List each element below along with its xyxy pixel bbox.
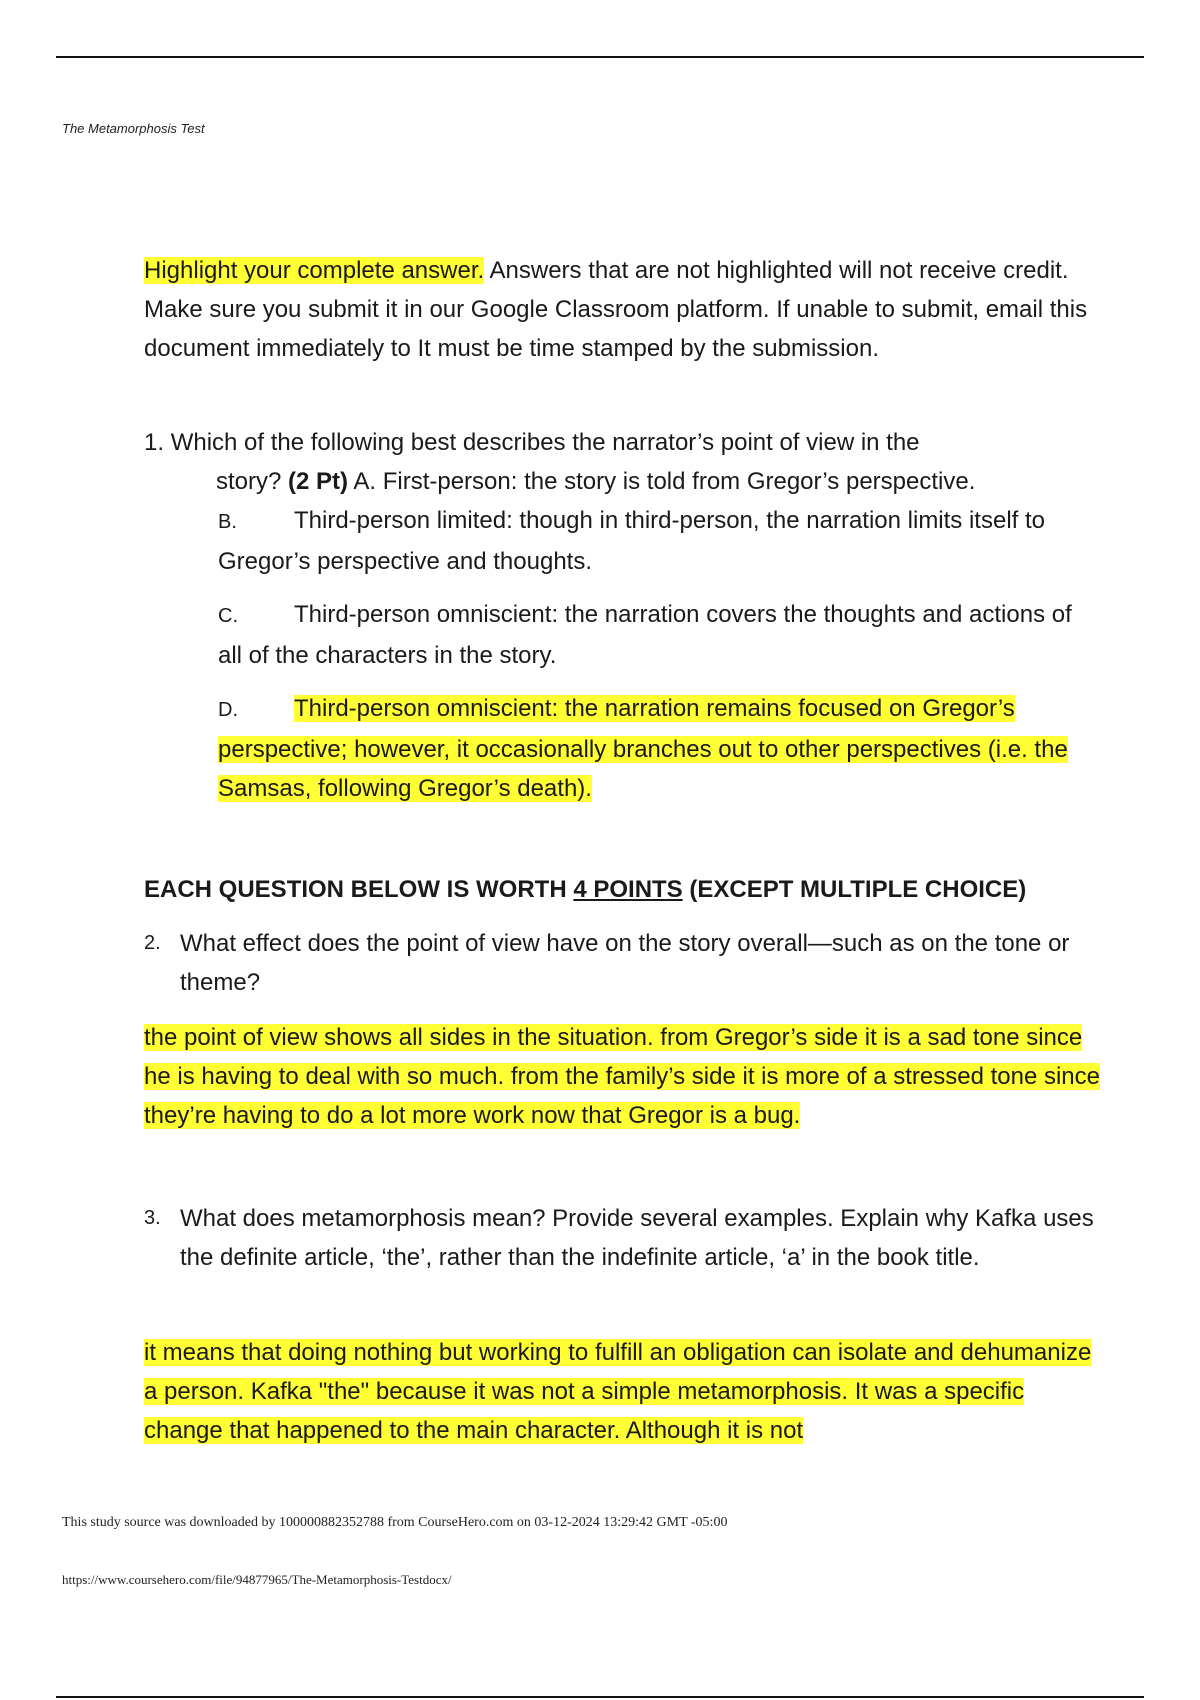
question-1-text: Which of the following best describes the narrator’s point of view in the — [170, 429, 920, 456]
option-d — [218, 689, 1094, 808]
option-c-text: Third-person omniscient: the narration covers the thoughts and actions of all of the characters in the story. — [218, 601, 1072, 669]
question-3-number: 3. — [144, 1207, 161, 1229]
question-2-number: 2. — [144, 932, 161, 954]
answer-3-highlighted: it means that doing nothing but working to fulfill an obligation can isolate and dehumanize a person. Kafka "the" because it was not a simple metamorphosis. It was a specific change that happened to the main character. Although it is not — [144, 1339, 1092, 1444]
option-d-letter: D. — [218, 699, 238, 721]
option-b — [218, 501, 1094, 581]
question-3 — [144, 1199, 1094, 1277]
instructions-text: Answers that are not highlighted will not receive credit. Make sure you submit it in our Google Classroom platform. If unable to submit, email this document immediately to It must be time stamped by the submission. — [144, 257, 1088, 362]
instructions-paragraph — [144, 251, 1094, 368]
answer-2-highlighted: the point of view shows all sides in the situation. from Gregor’s side it is a sad tone since he is having to deal with so much. from the family’s side it is more of a stressed tone since they’re having to do a lot more work now that Gregor is a bug. — [144, 1024, 1100, 1129]
points-heading — [144, 870, 1094, 909]
question-2-text: What effect does the point of view have on the story overall—such as on the tone or theme? — [180, 930, 1070, 996]
question-1-stem — [144, 423, 1094, 501]
header-rule — [56, 56, 1144, 58]
question-2 — [144, 924, 1094, 1002]
answer-2 — [144, 1018, 1104, 1135]
option-d-text-highlighted: Third-person omniscient: the narration remains focused on Gregor’s perspective; however, it occasionally branches out to other perspectives (i.e. the Samsas, following Gregor’s death). — [218, 695, 1068, 802]
source-url[interactable]: https://www.coursehero.com/file/94877965/The-Metamorphosis-Testdocx/ — [62, 1572, 452, 1587]
question-3-text: What does metamorphosis mean? Provide several examples. Explain why Kafka uses the definite article, ‘the’, rather than the indefinite article, ‘a’ in the book title. — [180, 1205, 1094, 1271]
option-c — [218, 595, 1094, 675]
download-notice: This study source was downloaded by 100000882352788 from CourseHero.com on 03-12-2024 13:29:42 GMT -05:00 — [62, 1515, 728, 1530]
document-header-title: The Metamorphosis Test — [62, 121, 205, 136]
question-1-number: 1. — [144, 429, 165, 456]
points-heading-before: EACH QUESTION BELOW IS WORTH — [144, 876, 574, 903]
question-1-text-cont: story? — [216, 468, 282, 495]
instructions-highlighted: Highlight your complete answer. — [144, 257, 485, 284]
question-1 — [144, 423, 1094, 808]
footer-rule — [56, 1696, 1144, 1698]
points-heading-underlined: 4 POINTS — [573, 876, 683, 903]
answer-3 — [144, 1333, 1104, 1450]
option-b-text: Third-person limited: though in third-person, the narration limits itself to Gregor’s perspective and thoughts. — [218, 507, 1046, 575]
question-1-points: (2 Pt) — [288, 468, 349, 495]
option-c-letter: C. — [218, 605, 238, 627]
option-b-letter: B. — [218, 511, 237, 533]
points-heading-after: (EXCEPT MULTIPLE CHOICE) — [682, 876, 1027, 903]
option-a: A. First-person: the story is told from Gregor’s perspective. — [353, 468, 976, 495]
